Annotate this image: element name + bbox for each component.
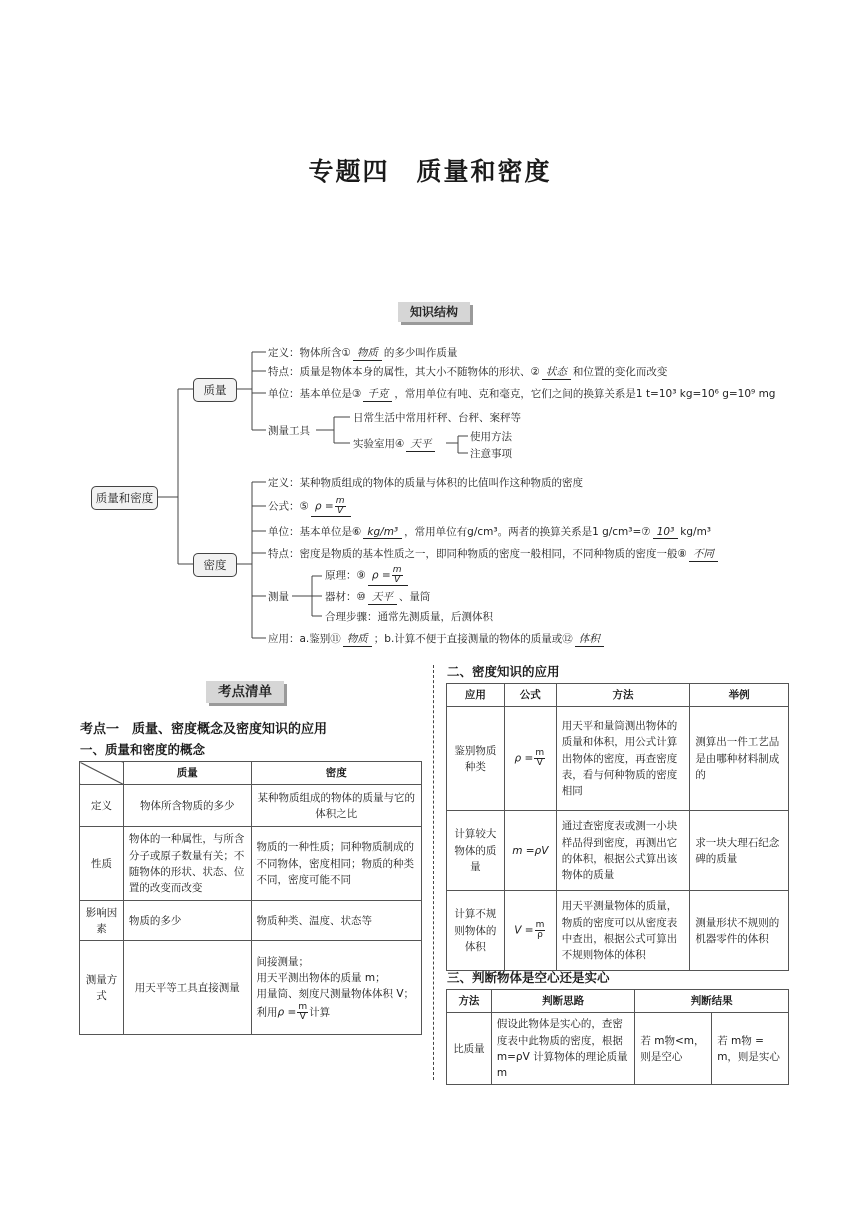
use-method: 使用方法 <box>470 431 512 443</box>
section3-title: 三、判断物体是空心还是实心 <box>447 970 610 985</box>
section1-title: 一、质量和密度的概念 <box>80 742 206 757</box>
table1-corner <box>80 762 124 785</box>
notes: 注意事项 <box>470 448 512 460</box>
mass-tool-daily: 日常生活中常用杆秤、台秤、案秤等 <box>353 412 521 424</box>
density-measure-label: 测量 <box>268 591 289 603</box>
answer-1: 物质 <box>353 345 382 361</box>
tree-mass-node: 质量 <box>193 378 237 402</box>
checklist-banner: 考点清单 <box>206 681 284 703</box>
table-row: 影响因素 物质的多少 物质种类、温度、状态等 <box>80 901 422 941</box>
knowledge-structure-banner: 知识结构 <box>398 302 470 322</box>
table-row: 测量方式 用天平等工具直接测量 间接测量； 用天平测出物体的质量 m； 用量筒、刻度尺测量物体体积 V； 利用ρ = $\frac{m}{V}$ 计算 <box>80 941 422 1035</box>
answer-5: ρ = $\frac{m}{V}$ <box>311 497 351 517</box>
density-feature: 特点：密度是物质的基本性质之一，即同种物质的密度一般相同，不同种物质的密度一般⑧ 不同 <box>268 546 720 562</box>
table-row: 比质量 假设此物体是实心的，查密度表中此物质的密度，根据m=ρV 计算物体的理论质量 m 若 m物<m，则是空心 若 m物 = m，则是实心 <box>447 1013 789 1085</box>
table-row: 计算不规则物体的体积 V = $\frac{m}{\rho}$ 用天平测量物体的质量，物质的密度可以从密度表中查出，根据公式可算出不规则物体的体积 测量形状不规则的机器零件的体积 <box>447 891 789 971</box>
section2-title: 二、密度知识的应用 <box>447 664 560 679</box>
density-steps: 合理步骤：通常先测质量，后测体积 <box>325 611 493 623</box>
answer-3: 千克 <box>363 386 392 402</box>
answer-9: ρ = $\frac{m}{V}$ <box>368 566 408 586</box>
table1-header-density: 密度 <box>251 762 421 785</box>
kp1-title: 考点一 质量、密度概念及密度知识的应用 <box>80 722 328 737</box>
table-row: 定义 物体所含物质的多少 某种物质组成的物体的质量与它的体积之比 <box>80 785 422 827</box>
density-formula: 公式：⑤ ρ = $\frac{m}{V}$ <box>268 497 353 517</box>
density-principle: 原理：⑨ ρ = $\frac{m}{V}$ <box>325 566 410 586</box>
column-divider <box>433 665 434 1080</box>
mass-tool-lab: 实验室用④ 天平 <box>353 436 437 452</box>
table1-header-mass: 质量 <box>123 762 251 785</box>
tree-root-node: 质量和密度 <box>91 486 158 510</box>
answer-11: 物质 <box>343 631 372 647</box>
table-row: 鉴别物质种类 ρ = $\frac{m}{V}$ 用天平和量筒测出物体的质量和体积，用公式计算出物体的密度，再查密度表，看与何种物质的密度相同 测算出一件工艺品是由哪种材料制成的 <box>447 707 789 811</box>
table-row: 计算较大物体的质量 m =ρV 通过查密度表或测一小块样品得到密度，再测出它的体积，根据公式算出该物体的质量 求一块大理石纪念碑的质量 <box>447 811 789 891</box>
density-application-table: 应用 公式 方法 举例 鉴别物质种类 ρ = $\frac{m}{V}$ 用天平和量筒测出物体的质量和体积，用公式计算出物体的密度，再查密度表，看与何种物质的密度相同 测算出一件工艺品是由哪种材料制成的 计算较大物体的质量 m =ρV 通过查密度表或测一小块样品得到密度，再测出它的体积，根据公式算出该物体的质量 求一块大理石纪念碑的质量 计算不规则物体的体积 V = $\frac{m}{\rho}$ 用天平测量物体的质量，物质的密度可以从密度表中查出，根据公式可算出不规则物体的体积 测量形状不规则的机器零件的体积 <box>446 683 789 971</box>
answer-10: 天平 <box>368 589 397 605</box>
hollow-solid-table: 方法 判断思路 判断结果 比质量 假设此物体是实心的，查密度表中此物质的密度，根据m=ρV 计算物体的理论质量 m 若 m物<m，则是空心 若 m物 = m，则是实心 <box>446 989 789 1085</box>
mass-unit: 单位：基本单位是③ 千克 ，常用单位有吨、克和毫克，它们之间的换算关系是1 t=10³ kg=10⁶ g=10⁹ mg <box>268 388 776 400</box>
answer-4: 天平 <box>406 436 435 452</box>
answer-2: 状态 <box>542 364 571 380</box>
density-definition: 定义：某种物质组成的物体的质量与体积的比值叫作这种物质的密度 <box>268 477 583 489</box>
density-application: 应用：a.鉴别⑪ 物质 ；b.计算不便于直接测量的物体的质量或⑫ 体积 <box>268 631 606 647</box>
mass-definition: 定义：物体所含① 物质 的多少叫作质量 <box>268 347 458 359</box>
mass-feature: 特点：质量是物体本身的属性，其大小不随物体的形状、② 状态 和位置的变化而改变 <box>268 366 668 378</box>
answer-12: 体积 <box>575 631 604 647</box>
density-unit: 单位：基本单位是⑥ kg/m³ ，常用单位有g/cm³。两者的换算关系是1 g/cm³=⑦ 10³ kg/m³ <box>268 526 712 538</box>
answer-6: kg/m³ <box>363 526 402 539</box>
mass-density-table <box>79 761 422 1035</box>
table-row: 性质 物体的一种属性，与所含分子或原子数量有关；不随物体的形状、状态、位置的改变而改变 物质的一种性质；同种物质制成的不同物体，密度相同；物质的种类不同，密度可能不同 <box>80 827 422 901</box>
mass-tools-label: 测量工具 <box>268 425 310 437</box>
page-title: 专题四 质量和密度 <box>308 157 552 186</box>
answer-8: 不同 <box>689 546 718 562</box>
tree-density-node: 密度 <box>193 553 237 577</box>
answer-7: 10³ <box>653 526 679 539</box>
density-equipment: 器材：⑩ 天平 、量筒 <box>325 591 431 603</box>
